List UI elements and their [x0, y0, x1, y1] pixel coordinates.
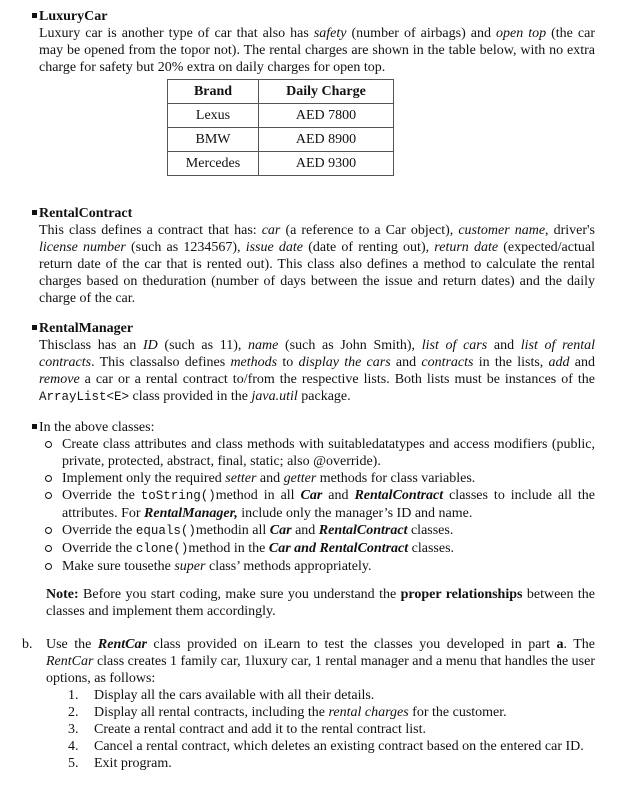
square-bullet-icon: [32, 210, 37, 215]
list-item: 4. Cancel a rental contract, which deletes an existing contract based on the entered car ID.: [68, 739, 584, 754]
square-bullet-icon: [32, 13, 37, 18]
list-item: Override the equals()methodin all Car and RentalContract classes.: [39, 522, 595, 540]
luxurycar-section: [39, 8, 595, 76]
circle-bullet-icon: [45, 527, 52, 534]
circle-bullet-icon: [45, 492, 52, 499]
menu-options-list: [46, 687, 595, 772]
circle-bullet-icon: [45, 441, 52, 448]
table-cell-brand: Lexus: [168, 104, 259, 128]
part-b-section: [46, 636, 595, 772]
table-cell-charge: AED 7800: [259, 104, 394, 128]
table-cell-brand: BMW: [168, 128, 259, 152]
table-cell-charge: AED 9300: [259, 152, 394, 176]
list-item: 1. Display all the cars available with all their details.: [68, 688, 375, 703]
circle-bullet-icon: [45, 475, 52, 482]
luxurycar-heading: LuxuryCar: [39, 9, 108, 24]
requirements-section: [39, 419, 595, 575]
list-item: Implement only the required setter and getter methods for class variables.: [39, 470, 595, 487]
requirements-intro: In the above classes:: [39, 420, 155, 435]
list-item: Create class attributes and class methods with suitabledatatypes and access modifiers (public, private, protected, abstract, final, static; also @override).: [39, 436, 595, 470]
table-row: [168, 104, 394, 128]
part-b-intro: Use the RentCar class provided on iLearn to test the classes you developed in part a. The RentCar class creates 1 family car, 1luxury car, 1 rental manager and a menu that handles the user options, as follows:: [46, 637, 595, 686]
table-row: [168, 128, 394, 152]
note-paragraph: Note: Before you start coding, make sure you understand the proper relationships between the classes and implement them accordingly.: [46, 587, 596, 619]
table-header-row: [168, 80, 394, 104]
list-item: 2. Display all rental contracts, including the rental charges for the customer.: [68, 705, 507, 720]
luxurycar-description: Luxury car is another type of car that also has safety (number of airbags) and open top (the car may be opened from the topor not). The rental charges are shown in the table below, with no extra charge for safety but 20% extra on daily charges for open top.: [39, 26, 595, 75]
square-bullet-icon: [32, 424, 37, 429]
part-b-letter: b.: [22, 637, 33, 652]
list-item: Override the clone()method in the Car and RentalContract classes.: [39, 540, 595, 558]
table-cell-charge: AED 8900: [259, 128, 394, 152]
table-header-daily-charge: Daily Charge: [259, 80, 394, 104]
rentalmanager-heading: RentalManager: [39, 321, 134, 336]
rentalcontract-description: This class defines a contract that has: car (a reference to a Car object), customer name, driver's license number (such as 1234567), issue date (date of renting out), return date (expected/actual return date of the car that is rented out). This class also defines a method to calculate the rental charges based on theduration (number of days between the issue and return dates) and the daily charge of the car.: [39, 223, 595, 306]
list-item: Make sure tousethe super class’ methods appropriately.: [39, 558, 595, 575]
rentalmanager-description: Thisclass has an ID (such as 11), name (such as John Smith), list of cars and list of rental contracts. This classalso defines methods to display the cars and contracts in the lists, add and remove a car or a rental contract to/from the respective lists. Both lists must be instances of the ArrayList<E> class provided in the java.util package.: [39, 338, 596, 404]
table-cell-brand: Mercedes: [168, 152, 259, 176]
list-item: 5. Exit program.: [68, 756, 172, 771]
rentalmanager-section: [39, 320, 595, 406]
rentalcontract-heading: RentalContract: [39, 206, 133, 221]
rentalcontract-section: [39, 205, 595, 307]
list-item: Override the toString()method in all Car and RentalContract classes to include all the attributes. For RentalManager, include only the manager’s ID and name.: [39, 487, 595, 522]
list-item: 3. Create a rental contract and add it to the rental contract list.: [68, 722, 426, 737]
table-row: [168, 152, 394, 176]
circle-bullet-icon: [45, 563, 52, 570]
table-header-brand: Brand: [168, 80, 259, 104]
square-bullet-icon: [32, 325, 37, 330]
rental-charges-table: [167, 79, 394, 176]
circle-bullet-icon: [45, 545, 52, 552]
